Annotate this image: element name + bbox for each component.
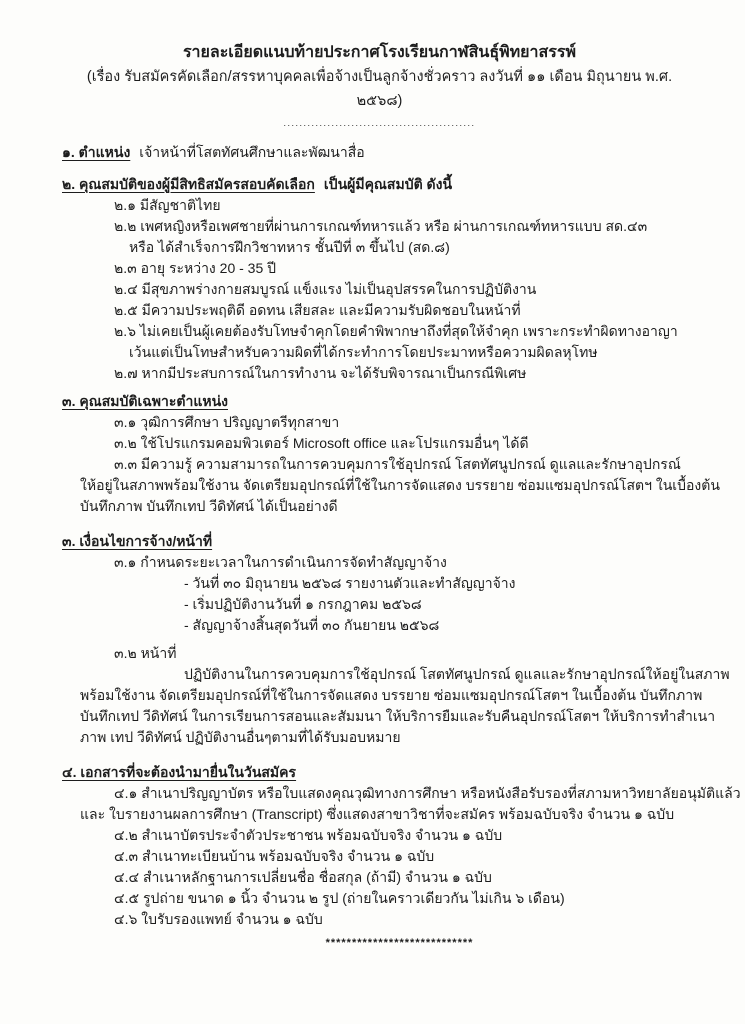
document-title: รายละเอียดแนบท้ายประกาศโรงเรียนกาฬสินธุ์พิทยาสรรพ์ xyxy=(182,44,577,61)
specific-item-3-3-continued-1: ให้อยู่ในสภาพพร้อมใช้งาน จัดเตรียมอุปกรณ์ที่ใช้ในการจัดแสดง บรรยาย ซ่อมแซมอุปกรณ์โสตฯ ในเบื้องต้น xyxy=(80,477,720,493)
qualification-item-2-2: ๒.๒ เพศหญิงหรือเพศชายที่ผ่านการเกณฑ์ทหารแล้ว หรือ ผ่านการเกณฑ์ทหารแบบ สด.๔๓ xyxy=(114,218,648,234)
specific-item-3-2: ๓.๒ ใช้โปรแกรมคอมพิวเตอร์ Microsoft office และโปรแกรมอื่นๆ ได้ดี xyxy=(114,435,529,451)
section-qualifications-heading xyxy=(62,174,697,195)
document-item-4-6: ๔.๖ ใบรับรองแพทย์ จำนวน ๑ ฉบับ xyxy=(114,911,323,927)
section-specific-label: ๓. คุณสมบัติเฉพาะตำแหน่ง xyxy=(62,393,228,409)
position-value: เจ้าหน้าที่โสตทัศนศึกษาและพัฒนาสื่อ xyxy=(139,144,365,160)
qualification-item-2-7: ๒.๗ หากมีประสบการณ์ในการทำงาน จะได้รับพิจารณาเป็นกรณีพิเศษ xyxy=(114,365,527,381)
qualification-item-2-3: ๒.๓ อายุ ระหว่าง 20 - 35 ปี xyxy=(114,260,277,276)
qualification-item-2-6-continued: เว้นแต่เป็นโทษสำหรับความผิดที่ได้กระทำการโดยประมาทหรือความผิดลหุโทษ xyxy=(129,344,598,360)
section-qualifications-tail: เป็นผู้มีคุณสมบัติ ดังนี้ xyxy=(323,176,453,192)
qualification-item-2-2-continued: หรือ ได้สำเร็จการฝึกวิชาทหาร ชั้นปีที่ ๓ ขึ้นไป (สด.๘) xyxy=(129,239,450,255)
duty-paragraph-line-3: บันทึกเทป วีดิทัศน์ ในการเรียนการสอนและสัมมนา ให้บริการยืมและรับคืนอุปกรณ์โสตฯ ให้บริการทำสำเนา xyxy=(80,708,716,724)
duty-paragraph-line-4: ภาพ เทป วีดิทัศน์ ปฏิบัติงานอื่นๆตามที่ได้รับมอบหมาย xyxy=(80,729,401,745)
document-item-4-4: ๔.๔ สำเนาหลักฐานการเปลี่ยนชื่อ ชื่อสกุล (ถ้ามี) จำนวน ๑ ฉบับ xyxy=(114,869,492,885)
qualification-item-2-6: ๒.๖ ไม่เคยเป็นผู้เคยต้องรับโทษจำคุกโดยคำพิพากษาถึงที่สุดให้จำคุก เพราะกระทำผิดทางอาญา xyxy=(114,323,678,339)
qualification-item-2-4: ๒.๔ มีสุขภาพร่างกายสมบูรณ์ แข็งแรง ไม่เป็นอุปสรรคในการปฏิบัติงาน xyxy=(114,281,537,297)
specific-item-3-3: ๓.๓ มีความรู้ ความสามารถในการควบคุมการใช้อุปกรณ์ โสตทัศนูปกรณ์ ดูแลและรักษาอุปกรณ์ xyxy=(114,456,681,472)
document-item-4-3: ๔.๓ สำเนาทะเบียนบ้าน พร้อมฉบับจริง จำนวน ๑ ฉบับ xyxy=(114,848,435,864)
footer-asterisk-divider: **************************** xyxy=(325,937,474,949)
employment-schedule-heading: ๓.๑ กำหนดระยะเวลาในการดำเนินการจัดทำสัญญาจ้าง xyxy=(114,554,447,570)
employment-schedule-item-2: - เริ่มปฏิบัติงานวันที่ ๑ กรกฎาคม ๒๕๖๘ xyxy=(184,596,422,612)
section-documents-heading xyxy=(62,762,697,783)
document-item-4-1-continued: และ ใบรายงานผลการศึกษา (Transcript) ซึ่งแสดงสาขาวิชาที่จะสมัคร พร้อมฉบับจริง จำนวน ๑ ฉบับ xyxy=(80,806,675,822)
qualification-item-2-1: ๒.๑ มีสัญชาติไทย xyxy=(114,197,221,213)
document-item-4-1: ๔.๑ สำเนาปริญญาบัตร หรือใบแสดงคุณวุฒิทางการศึกษา หรือหนังสือรับรองที่สภามหาวิทยาลัยอนุมัติแล้ว xyxy=(114,785,741,801)
section-specific-heading xyxy=(62,391,697,412)
section-position-heading xyxy=(62,142,697,163)
specific-item-3-3-continued-2: บันทึกภาพ บันทึกเทป วีดิทัศน์ ได้เป็นอย่างดี xyxy=(80,498,338,514)
document-subtitle: (เรื่อง รับสมัครคัดเลือก/สรรหาบุคคลเพื่อจ้างเป็นลูกจ้างชั่วคราว ลงวันที่ ๑๑ เดือน มิถุนายน พ.ศ. ๒๕๖๘) xyxy=(86,69,673,109)
section-position-label: ๑. ตำแหน่ง xyxy=(62,144,131,160)
document-item-4-5: ๔.๕ รูปถ่าย ขนาด ๑ นิ้ว จำนวน ๒ รูป (ถ่ายในคราวเดียวกัน ไม่เกิน ๖ เดือน) xyxy=(114,890,565,906)
specific-item-3-1: ๓.๑ วุฒิการศึกษา ปริญญาตรีทุกสาขา xyxy=(114,414,340,430)
section-documents-label: ๔. เอกสารที่จะต้องนำมายื่นในวันสมัคร xyxy=(62,764,297,780)
qualification-item-2-5: ๒.๕ มีความประพฤติดี อดทน เสียสละ และมีความรับผิดชอบในหน้าที่ xyxy=(114,302,521,318)
employment-schedule-item-3: - สัญญาจ้างสิ้นสุดวันที่ ๓๐ กันยายน ๒๕๖๘ xyxy=(184,617,440,633)
section-employment-heading xyxy=(62,531,697,552)
employment-schedule-item-1: - วันที่ ๓๐ มิถุนายน ๒๕๖๘ รายงานตัวและทำสัญญาจ้าง xyxy=(184,575,516,591)
employment-duty-heading: ๓.๒ หน้าที่ xyxy=(114,645,177,661)
duty-paragraph-line-2: พร้อมใช้งาน จัดเตรียมอุปกรณ์ที่ใช้ในการจัดแสดง บรรยาย ซ่อมแซมอุปกรณ์โสตฯ ในเบื้องต้น บันทึกภาพ xyxy=(80,687,703,703)
dotted-divider: ................................................ xyxy=(283,118,476,128)
section-qualifications-label: ๒. คุณสมบัติของผู้มีสิทธิสมัครสอบคัดเลือก xyxy=(62,176,315,192)
duty-paragraph-line-1: ปฏิบัติงานในการควบคุมการใช้อุปกรณ์ โสตทัศนูปกรณ์ ดูแลและรักษาอุปกรณ์ให้อยู่ในสภาพ xyxy=(184,666,730,682)
document-item-4-2: ๔.๒ สำเนาบัตรประจำตัวประชาชน พร้อมฉบับจริง จำนวน ๑ ฉบับ xyxy=(114,827,503,843)
section-employment-label: ๓. เงื่อนไขการจ้าง/หน้าที่ xyxy=(62,533,213,549)
